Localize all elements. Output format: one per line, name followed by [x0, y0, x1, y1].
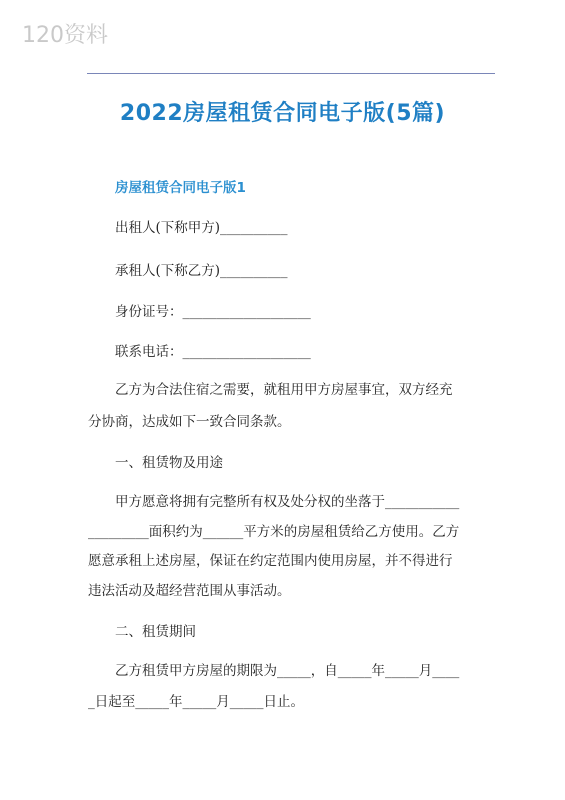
clause-1-line-2: _________面积约为______平方米的房屋租赁给乙方使用。乙方 — [88, 524, 460, 540]
clause-2-heading: 二、租赁期间 — [115, 624, 196, 640]
id-number-field: 身份证号：___________________ — [115, 304, 311, 320]
clause-1-heading: 一、租赁物及用途 — [115, 455, 223, 471]
intro-line-1: 乙方为合法住宿之需要，就租用甲方房屋事宜，双方经充 — [115, 382, 453, 398]
clause-1-line-1: 甲方愿意将拥有完整所有权及处分权的坐落于___________ — [115, 494, 460, 510]
clause-1-line-4: 违法活动及超经营范围从事活动。 — [88, 583, 291, 599]
lessee-field: 承租人(下称乙方)__________ — [115, 263, 288, 279]
section-title: 房屋租赁合同电子版1 — [115, 180, 246, 196]
lessor-field: 出租人(下称甲方)__________ — [115, 220, 288, 236]
document-title: 2022房屋租赁合同电子版(5篇) — [119, 101, 446, 126]
intro-line-2: 分协商，达成如下一致合同条款。 — [88, 414, 291, 430]
header-divider — [87, 73, 495, 74]
clause-1-line-3: 愿意承租上述房屋，保证在约定范围内使用房屋，并不得进行 — [88, 553, 453, 569]
clause-2-line-2: _日起至_____年_____月_____日止。 — [88, 694, 304, 710]
clause-2-line-1: 乙方租赁甲方房屋的期限为_____，自_____年_____月____ — [115, 663, 460, 679]
phone-field: 联系电话：___________________ — [115, 344, 311, 360]
watermark: 120资料 — [22, 23, 108, 48]
